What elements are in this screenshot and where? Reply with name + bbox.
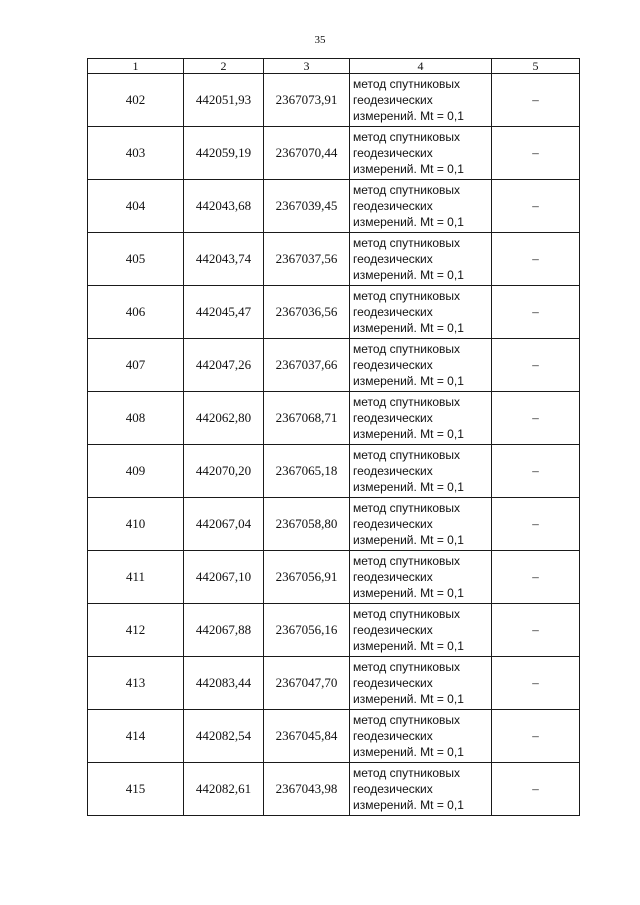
header-col-5: 5: [492, 59, 580, 74]
note-cell: –: [492, 392, 580, 445]
table-row: [88, 498, 580, 551]
method-text-line: метод спутниковых: [353, 183, 461, 197]
method-cell: [350, 286, 492, 339]
method-text-line: измерений. Mt = 0,1: [353, 162, 464, 176]
note-cell: –: [492, 127, 580, 180]
x-coordinate-cell: 442082,61: [184, 763, 264, 816]
method-cell: [350, 233, 492, 286]
table-row: [88, 763, 580, 816]
note-cell: –: [492, 657, 580, 710]
method-text-line: геодезических: [353, 358, 433, 372]
method-text-line: метод спутниковых: [353, 501, 461, 515]
method-text-line: измерений. Mt = 0,1: [353, 374, 464, 388]
method-text-line: геодезических: [353, 517, 433, 531]
method-text-line: измерений. Mt = 0,1: [353, 692, 464, 706]
table-header: [88, 59, 580, 74]
point-number-cell: 410: [88, 498, 184, 551]
note-cell: –: [492, 445, 580, 498]
point-number-cell: 403: [88, 127, 184, 180]
x-coordinate-cell: 442067,04: [184, 498, 264, 551]
point-number-cell: 409: [88, 445, 184, 498]
table-row: [88, 74, 580, 127]
point-number-cell: 412: [88, 604, 184, 657]
x-coordinate-cell: 442043,74: [184, 233, 264, 286]
table-row: [88, 180, 580, 233]
point-number-cell: 408: [88, 392, 184, 445]
method-text-line: измерений. Mt = 0,1: [353, 798, 464, 812]
y-coordinate-cell: 2367073,91: [264, 74, 350, 127]
page-number: 35: [314, 34, 326, 46]
y-coordinate-cell: 2367065,18: [264, 445, 350, 498]
y-coordinate-cell: 2367058,80: [264, 498, 350, 551]
method-text-line: геодезических: [353, 729, 433, 743]
method-text-line: измерений. Mt = 0,1: [353, 586, 464, 600]
method-text-line: измерений. Mt = 0,1: [353, 215, 464, 229]
method-text-line: геодезических: [353, 305, 433, 319]
note-cell: –: [492, 763, 580, 816]
method-text-line: метод спутниковых: [353, 766, 461, 780]
method-cell: [350, 127, 492, 180]
method-text-line: геодезических: [353, 782, 433, 796]
note-cell: –: [492, 286, 580, 339]
method-text-line: метод спутниковых: [353, 130, 461, 144]
header-row: [88, 59, 580, 74]
note-cell: –: [492, 551, 580, 604]
x-coordinate-cell: 442043,68: [184, 180, 264, 233]
table-row: [88, 392, 580, 445]
method-text-line: измерений. Mt = 0,1: [353, 427, 464, 441]
method-text-line: геодезических: [353, 411, 433, 425]
table-row: [88, 286, 580, 339]
y-coordinate-cell: 2367043,98: [264, 763, 350, 816]
note-cell: –: [492, 710, 580, 763]
method-cell: [350, 551, 492, 604]
header-col-3: 3: [264, 59, 350, 74]
y-coordinate-cell: 2367056,16: [264, 604, 350, 657]
table-row: [88, 710, 580, 763]
method-text-line: метод спутниковых: [353, 713, 461, 727]
note-cell: –: [492, 339, 580, 392]
method-text-line: измерений. Mt = 0,1: [353, 268, 464, 282]
x-coordinate-cell: 442045,47: [184, 286, 264, 339]
y-coordinate-cell: 2367037,56: [264, 233, 350, 286]
method-cell: [350, 74, 492, 127]
y-coordinate-cell: 2367037,66: [264, 339, 350, 392]
method-cell: [350, 339, 492, 392]
y-coordinate-cell: 2367047,70: [264, 657, 350, 710]
method-cell: [350, 604, 492, 657]
y-coordinate-cell: 2367070,44: [264, 127, 350, 180]
method-text-line: геодезических: [353, 252, 433, 266]
method-text-line: метод спутниковых: [353, 660, 461, 674]
method-text-line: геодезических: [353, 623, 433, 637]
x-coordinate-cell: 442070,20: [184, 445, 264, 498]
point-number-cell: 411: [88, 551, 184, 604]
note-cell: –: [492, 233, 580, 286]
y-coordinate-cell: 2367068,71: [264, 392, 350, 445]
method-cell: [350, 445, 492, 498]
y-coordinate-cell: 2367039,45: [264, 180, 350, 233]
method-text-line: геодезических: [353, 570, 433, 584]
method-text-line: геодезических: [353, 93, 433, 107]
y-coordinate-cell: 2367036,56: [264, 286, 350, 339]
table-row: [88, 551, 580, 604]
x-coordinate-cell: 442062,80: [184, 392, 264, 445]
method-text-line: метод спутниковых: [353, 395, 461, 409]
table-row: [88, 233, 580, 286]
note-cell: –: [492, 74, 580, 127]
method-text-line: измерений. Mt = 0,1: [353, 321, 464, 335]
x-coordinate-cell: 442047,26: [184, 339, 264, 392]
method-cell: [350, 180, 492, 233]
method-text-line: метод спутниковых: [353, 607, 461, 621]
table-body: [88, 74, 580, 816]
header-col-2: 2: [184, 59, 264, 74]
method-cell: [350, 657, 492, 710]
x-coordinate-cell: 442082,54: [184, 710, 264, 763]
note-cell: –: [492, 180, 580, 233]
point-number-cell: 413: [88, 657, 184, 710]
point-number-cell: 404: [88, 180, 184, 233]
y-coordinate-cell: 2367056,91: [264, 551, 350, 604]
method-text-line: измерений. Mt = 0,1: [353, 533, 464, 547]
method-cell: [350, 498, 492, 551]
header-col-1: 1: [88, 59, 184, 74]
method-text-line: метод спутниковых: [353, 342, 461, 356]
point-number-cell: 402: [88, 74, 184, 127]
header-col-4: 4: [350, 59, 492, 74]
table-row: [88, 127, 580, 180]
method-text-line: геодезических: [353, 464, 433, 478]
x-coordinate-cell: 442083,44: [184, 657, 264, 710]
table-row: [88, 657, 580, 710]
x-coordinate-cell: 442067,10: [184, 551, 264, 604]
method-cell: [350, 763, 492, 816]
method-text-line: геодезических: [353, 676, 433, 690]
note-cell: –: [492, 604, 580, 657]
method-text-line: измерений. Mt = 0,1: [353, 480, 464, 494]
method-text-line: метод спутниковых: [353, 77, 461, 91]
method-text-line: геодезических: [353, 146, 433, 160]
coordinates-table: [87, 58, 580, 816]
method-text-line: метод спутниковых: [353, 554, 461, 568]
table-row: [88, 339, 580, 392]
method-text-line: измерений. Mt = 0,1: [353, 639, 464, 653]
method-text-line: измерений. Mt = 0,1: [353, 745, 464, 759]
point-number-cell: 414: [88, 710, 184, 763]
method-text-line: измерений. Mt = 0,1: [353, 109, 464, 123]
method-text-line: геодезических: [353, 199, 433, 213]
method-cell: [350, 392, 492, 445]
method-text-line: метод спутниковых: [353, 236, 461, 250]
method-text-line: метод спутниковых: [353, 448, 461, 462]
x-coordinate-cell: 442059,19: [184, 127, 264, 180]
table-row: [88, 445, 580, 498]
point-number-cell: 407: [88, 339, 184, 392]
method-text-line: метод спутниковых: [353, 289, 461, 303]
note-cell: –: [492, 498, 580, 551]
x-coordinate-cell: 442067,88: [184, 604, 264, 657]
table-row: [88, 604, 580, 657]
y-coordinate-cell: 2367045,84: [264, 710, 350, 763]
method-cell: [350, 710, 492, 763]
point-number-cell: 405: [88, 233, 184, 286]
point-number-cell: 406: [88, 286, 184, 339]
point-number-cell: 415: [88, 763, 184, 816]
x-coordinate-cell: 442051,93: [184, 74, 264, 127]
